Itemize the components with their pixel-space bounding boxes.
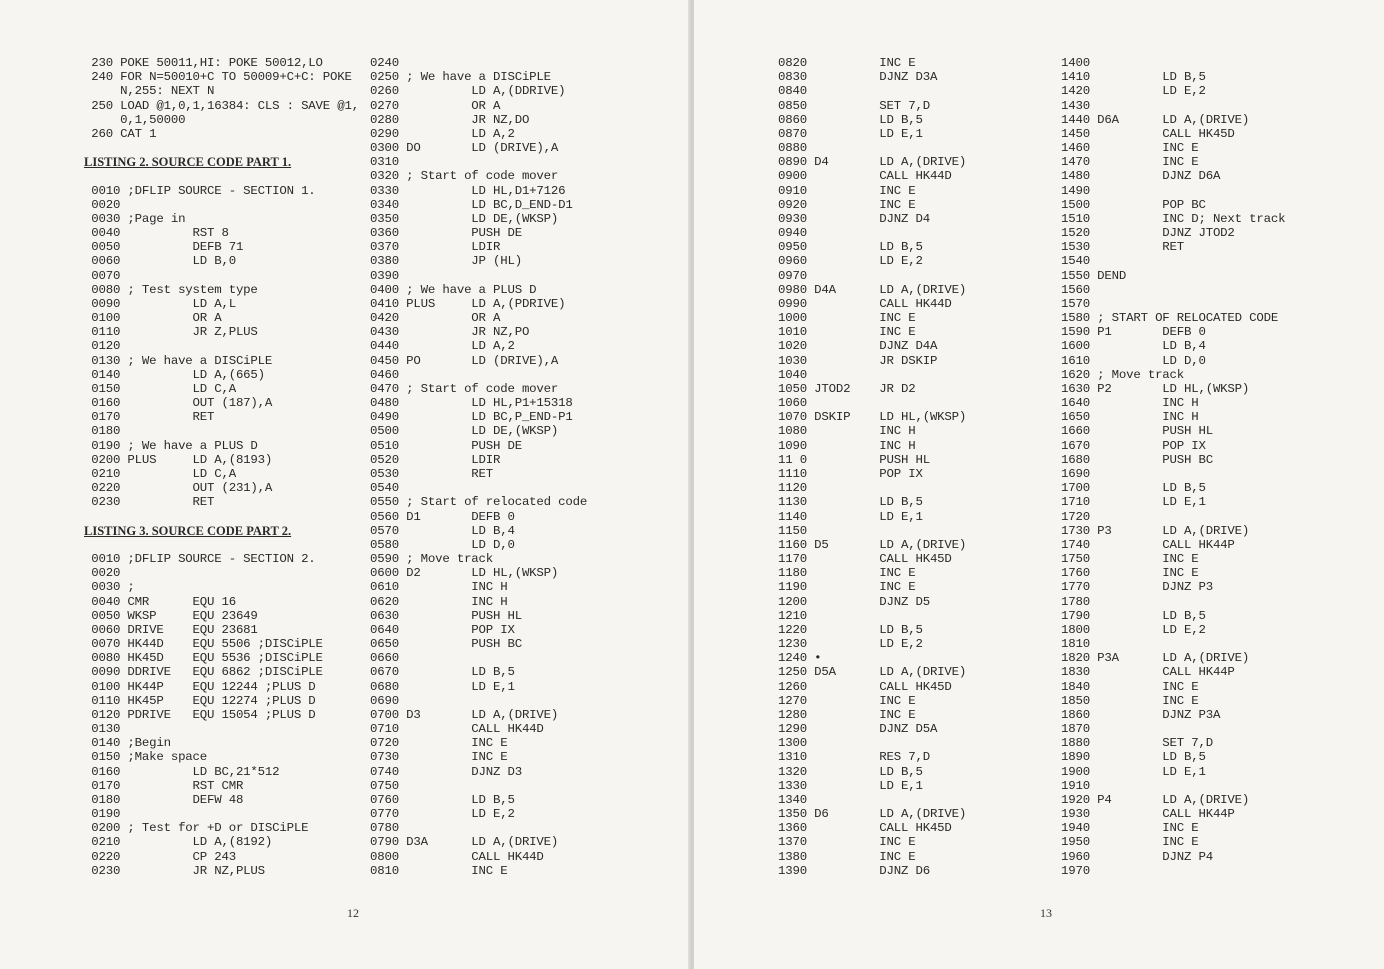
code-line: 1090 INC H — [778, 438, 916, 453]
code-line: 1020 DJNZ D4A — [778, 339, 938, 354]
code-line: 1040 — [778, 367, 807, 382]
code-line: 0140 LD A,(665) — [84, 367, 265, 382]
code-line: 0880 — [778, 141, 807, 156]
code-line: 230 POKE 50011,HI: POKE 50012,LO — [84, 56, 323, 70]
code-line: 0180 — [84, 424, 121, 439]
code-line: 0850 SET 7,D — [778, 98, 930, 113]
code-line: 0280 JR NZ,DO — [370, 112, 530, 127]
code-line: 1550 DEND — [1061, 268, 1127, 283]
code-line: 0150 ;Make space — [84, 750, 208, 765]
code-line: 1450 CALL HK45D — [1061, 126, 1235, 141]
code-line: 0770 LD E,2 — [370, 807, 515, 822]
code-line: 0640 POP IX — [370, 622, 515, 637]
code-line: 1440 D6A LD A,(DRIVE) — [1061, 112, 1250, 127]
code-line: 0220 OUT (231),A — [84, 481, 273, 496]
listing-heading: LISTING 3. SOURCE CODE PART 2. — [84, 523, 292, 538]
code-line: 1350 D6 LD A,(DRIVE) — [778, 807, 967, 822]
code-line: 1000 INC E — [778, 311, 916, 326]
code-line: 1960 DJNZ P4 — [1061, 849, 1213, 864]
code-line: 1710 LD E,1 — [1061, 495, 1206, 510]
code-line: 0070 — [84, 268, 121, 283]
code-line: 0740 DJNZ D3 — [370, 764, 522, 779]
code-line: 1240 • — [778, 651, 822, 666]
code-line: 0210 LD C,A — [84, 466, 236, 481]
code-line: 1560 — [1061, 282, 1090, 297]
code-line: 1480 DJNZ D6A — [1061, 169, 1221, 184]
code-line: 0630 PUSH HL — [370, 608, 522, 623]
listing-column-1 — [84, 56, 359, 878]
code-line: 0440 LD A,2 — [370, 339, 515, 354]
code-line: 1870 — [1061, 722, 1090, 737]
code-line: 1250 D5A LD A,(DRIVE) — [778, 665, 967, 680]
code-line: 1650 INC H — [1061, 410, 1199, 425]
code-line: 0180 DEFW 48 — [84, 792, 244, 807]
listing-heading: LISTING 2. SOURCE CODE PART 1. — [84, 155, 292, 170]
code-line: 0720 INC E — [370, 736, 508, 751]
code-line: 1270 INC E — [778, 693, 916, 708]
code-line: 1300 — [778, 736, 807, 751]
code-line: 0310 — [370, 155, 399, 170]
code-line: 1050 JTOD2 JR D2 — [778, 381, 916, 396]
code-line: 0410 PLUS LD A,(PDRIVE) — [370, 296, 566, 311]
code-line: 0030 ; — [84, 580, 135, 595]
code-line: 0350 LD DE,(WKSP) — [370, 211, 559, 226]
code-line: 0300 DO LD (DRIVE),A — [370, 141, 559, 156]
code-line: 1290 DJNZ D5A — [778, 722, 938, 737]
code-line: 0920 INC E — [778, 197, 916, 212]
code-line: 0,1,50000 — [84, 112, 186, 127]
code-line: 1460 INC E — [1061, 141, 1199, 156]
code-line: 0930 DJNZ D4 — [778, 211, 930, 226]
code-line: 0570 LD B,4 — [370, 523, 515, 538]
code-line: 1320 LD B,5 — [778, 764, 923, 779]
page-number-right: 13 — [1040, 906, 1052, 920]
code-line — [84, 510, 359, 524]
code-line: 1220 LD B,5 — [778, 622, 923, 637]
code-line: 0360 PUSH DE — [370, 226, 522, 241]
code-line: 1720 — [1061, 509, 1090, 524]
code-line: 1740 CALL HK44P — [1061, 537, 1235, 552]
code-line: 0580 LD D,0 — [370, 537, 515, 552]
code-line: 0960 LD E,2 — [778, 254, 923, 269]
code-line: 1840 INC E — [1061, 679, 1199, 694]
code-line: 0130 — [84, 722, 121, 737]
code-line: 1070 DSKIP LD HL,(WKSP) — [778, 410, 967, 425]
code-line: 0430 JR NZ,PO — [370, 325, 530, 340]
code-line: 0100 HK44P EQU 12244 ;PLUS D — [84, 679, 316, 694]
code-line: 1230 LD E,2 — [778, 637, 923, 652]
code-line: 0690 — [370, 693, 399, 708]
code-line: 1750 INC E — [1061, 552, 1199, 567]
code-line: 0460 — [370, 367, 399, 382]
code-line — [84, 538, 359, 552]
code-line: 1770 DJNZ P3 — [1061, 580, 1213, 595]
code-line: 1690 — [1061, 466, 1090, 481]
code-line: 0780 — [370, 821, 399, 836]
code-line: 0730 INC E — [370, 750, 508, 765]
code-line: 0120 — [84, 339, 121, 354]
code-line: 1060 — [778, 396, 807, 411]
code-line: 1630 P2 LD HL,(WKSP) — [1061, 381, 1250, 396]
code-line: 1530 RET — [1061, 240, 1185, 255]
code-line: 0160 LD BC,21*512 — [84, 764, 280, 779]
right-page — [694, 0, 1384, 969]
code-line: 0140 ;Begin — [84, 736, 171, 751]
code-line: 0050 DEFB 71 — [84, 240, 244, 255]
code-line: 1520 DJNZ JTOD2 — [1061, 226, 1235, 241]
code-line: 1910 — [1061, 778, 1090, 793]
code-line: 0790 D3A LD A,(DRIVE) — [370, 835, 559, 850]
code-line: 0470 ; Start of code mover — [370, 381, 559, 396]
code-line: 1730 P3 LD A,(DRIVE) — [1061, 523, 1250, 538]
code-line: 1390 DJNZ D6 — [778, 863, 930, 878]
code-line: 0830 DJNZ D3A — [778, 70, 938, 85]
code-line: 1700 LD B,5 — [1061, 481, 1206, 496]
code-line: 0590 ; Move track — [370, 552, 494, 567]
code-line: 0050 WKSP EQU 23649 — [84, 608, 258, 623]
code-line: 0890 D4 LD A,(DRIVE) — [778, 155, 967, 170]
code-line — [84, 141, 359, 155]
code-line: 0320 ; Start of code mover — [370, 169, 559, 184]
code-line: 0520 LDIR — [370, 452, 501, 467]
code-line: 0340 LD BC,D_END-D1 — [370, 197, 573, 212]
code-line: 0970 — [778, 268, 807, 283]
code-line: 0510 PUSH DE — [370, 438, 522, 453]
code-line: 0650 PUSH BC — [370, 637, 522, 652]
code-line: 1180 INC E — [778, 566, 916, 581]
code-line: 1380 INC E — [778, 849, 916, 864]
code-line: 1890 LD B,5 — [1061, 750, 1206, 765]
code-line: 0240 — [370, 56, 399, 70]
code-line: 0390 — [370, 268, 399, 283]
code-line: 0230 JR NZ,PLUS — [84, 863, 265, 878]
code-line: 0670 LD B,5 — [370, 665, 515, 680]
left-page — [0, 0, 690, 969]
code-line: 0450 PO LD (DRIVE),A — [370, 353, 559, 368]
code-line: 0420 OR A — [370, 311, 501, 326]
code-line: 1900 LD E,1 — [1061, 764, 1206, 779]
code-line: 0530 RET — [370, 466, 494, 481]
code-line: 1200 DJNZ D5 — [778, 594, 930, 609]
code-line: 0040 CMR EQU 16 — [84, 594, 236, 609]
code-line: 0120 PDRIVE EQU 15054 ;PLUS D — [84, 707, 316, 722]
code-line: 0940 — [778, 226, 807, 241]
listing-column-4 — [1061, 56, 1285, 878]
code-line: 0990 CALL HK44D — [778, 296, 952, 311]
code-line: 1670 POP IX — [1061, 438, 1206, 453]
code-line: 1920 P4 LD A,(DRIVE) — [1061, 792, 1250, 807]
code-line: 0600 D2 LD HL,(WKSP) — [370, 566, 559, 581]
code-line: 1430 — [1061, 98, 1090, 113]
listing-column-3 — [778, 56, 966, 878]
code-line: 0130 ; We have a DISCiPLE — [84, 353, 273, 368]
page-number-left: 12 — [347, 906, 359, 920]
code-line: 1120 — [778, 481, 807, 496]
code-line: 1930 CALL HK44P — [1061, 807, 1235, 822]
code-line: 1610 LD D,0 — [1061, 353, 1206, 368]
code-line — [84, 169, 359, 183]
code-line: 1820 P3A LD A,(DRIVE) — [1061, 651, 1250, 666]
code-line: 260 CAT 1 — [84, 126, 157, 141]
code-line: 0060 LD B,0 — [84, 254, 236, 269]
code-line: 0550 ; Start of relocated code — [370, 495, 588, 510]
code-line: 0190 — [84, 807, 121, 822]
code-line: 1790 LD B,5 — [1061, 608, 1206, 623]
code-line: 0540 — [370, 481, 399, 496]
code-line: 0330 LD HL,D1+7126 — [370, 183, 566, 198]
code-line: 1170 CALL HK45D — [778, 552, 952, 567]
code-line: 1580 ; START OF RELOCATED CODE — [1061, 311, 1279, 326]
code-line: 0220 CP 243 — [84, 849, 236, 864]
code-line: 1400 — [1061, 56, 1090, 70]
code-line: 0500 LD DE,(WKSP) — [370, 424, 559, 439]
code-line: 0010 ;DFLIP SOURCE - SECTION 2. — [84, 552, 316, 567]
code-line: 0100 OR A — [84, 311, 222, 326]
code-line: 0020 — [84, 566, 121, 581]
code-line: 1470 INC E — [1061, 155, 1199, 170]
code-line: 1210 — [778, 608, 807, 623]
code-line: 1110 POP IX — [778, 466, 923, 481]
code-line: 1280 INC E — [778, 707, 916, 722]
code-line: 1850 INC E — [1061, 693, 1199, 708]
code-line: 0270 OR A — [370, 98, 501, 113]
code-line: 0620 INC H — [370, 594, 508, 609]
code-line: 1600 LD B,4 — [1061, 339, 1206, 354]
code-line: 1150 — [778, 523, 807, 538]
code-line: 1130 LD B,5 — [778, 495, 923, 510]
code-line: 1800 LD E,2 — [1061, 622, 1206, 637]
code-line: 1540 — [1061, 254, 1090, 269]
code-line: 240 FOR N=50010+C TO 50009+C+C: POKE — [84, 70, 352, 85]
code-line: 1660 PUSH HL — [1061, 424, 1213, 439]
code-line: 0820 INC E — [778, 56, 916, 70]
code-line: 0860 LD B,5 — [778, 112, 923, 127]
code-line: 0290 LD A,2 — [370, 126, 515, 141]
code-line: 0490 LD BC,P_END-P1 — [370, 410, 573, 425]
code-line: 0480 LD HL,P1+15318 — [370, 396, 573, 411]
code-line: 1370 INC E — [778, 835, 916, 850]
code-line: 1010 INC E — [778, 325, 916, 340]
code-line: 0680 LD E,1 — [370, 679, 515, 694]
code-line: 1360 CALL HK45D — [778, 821, 952, 836]
code-line: 0660 — [370, 651, 399, 666]
code-line: 1640 INC H — [1061, 396, 1199, 411]
code-line: 0080 HK45D EQU 5536 ;DISCiPLE — [84, 651, 323, 666]
code-line: 0080 ; Test system type — [84, 282, 258, 297]
code-line: 1490 — [1061, 183, 1090, 198]
code-line: 0900 CALL HK44D — [778, 169, 952, 184]
code-line: 1940 INC E — [1061, 821, 1199, 836]
code-line: 0260 LD A,(DDRIVE) — [370, 84, 566, 99]
code-line: 0060 DRIVE EQU 23681 — [84, 622, 258, 637]
code-line: 0840 — [778, 84, 807, 99]
code-line: 0010 ;DFLIP SOURCE - SECTION 1. — [84, 183, 316, 198]
code-line: 0750 — [370, 778, 399, 793]
code-line: 1260 CALL HK45D — [778, 679, 952, 694]
code-line: 0950 LD B,5 — [778, 240, 923, 255]
code-line: 1030 JR DSKIP — [778, 353, 938, 368]
code-line: 1330 LD E,1 — [778, 778, 923, 793]
code-line: 0210 LD A,(8192) — [84, 835, 273, 850]
code-line: 1080 INC H — [778, 424, 916, 439]
code-line: 1810 — [1061, 637, 1090, 652]
code-line: 1970 — [1061, 863, 1090, 878]
code-line: 0030 ;Page in — [84, 211, 186, 226]
code-line: 0190 ; We have a PLUS D — [84, 438, 258, 453]
code-line: 11 0 PUSH HL — [778, 452, 930, 467]
code-line: 0610 INC H — [370, 580, 508, 595]
code-line: 0090 LD A,L — [84, 296, 236, 311]
code-line: 1880 SET 7,D — [1061, 736, 1213, 751]
code-line: 0560 D1 DEFB 0 — [370, 509, 515, 524]
code-line: 1760 INC E — [1061, 566, 1199, 581]
code-line: 1410 LD B,5 — [1061, 70, 1206, 85]
code-line: 0400 ; We have a PLUS D — [370, 282, 537, 297]
code-line: 1420 LD E,2 — [1061, 84, 1206, 99]
code-line: 1590 P1 DEFB 0 — [1061, 325, 1206, 340]
code-line: 1510 INC D; Next track — [1061, 211, 1286, 226]
code-line: 1570 — [1061, 296, 1090, 311]
code-line: 0110 HK45P EQU 12274 ;PLUS D — [84, 693, 316, 708]
code-line: 0980 D4A LD A,(DRIVE) — [778, 282, 967, 297]
code-line: 1500 POP BC — [1061, 197, 1206, 212]
code-line: 0160 OUT (187),A — [84, 396, 273, 411]
code-line: 0200 ; Test for +D or DISCiPLE — [84, 821, 309, 836]
code-line: 1950 INC E — [1061, 835, 1199, 850]
code-line: 1190 INC E — [778, 580, 916, 595]
code-line: 0250 ; We have a DISCiPLE — [370, 70, 551, 85]
code-line: 0040 RST 8 — [84, 226, 229, 241]
code-line: 0070 HK44D EQU 5506 ;DISCiPLE — [84, 637, 323, 652]
code-line: 0380 JP (HL) — [370, 254, 522, 269]
code-line: 0090 DDRIVE EQU 6862 ;DISCiPLE — [84, 665, 323, 680]
code-line: 0170 RET — [84, 410, 215, 425]
listing-column-2 — [370, 56, 587, 878]
code-line: 0710 CALL HK44D — [370, 722, 544, 737]
code-line: 0910 INC E — [778, 183, 916, 198]
code-line: 1160 D5 LD A,(DRIVE) — [778, 537, 967, 552]
code-line: 0370 LDIR — [370, 240, 501, 255]
code-line: 1340 — [778, 792, 807, 807]
code-line: 1620 ; Move track — [1061, 367, 1185, 382]
code-line: 0230 RET — [84, 495, 215, 510]
code-line: 0110 JR Z,PLUS — [84, 325, 258, 340]
code-line: 0870 LD E,1 — [778, 126, 923, 141]
code-line: 0700 D3 LD A,(DRIVE) — [370, 707, 559, 722]
code-line: N,255: NEXT N — [84, 84, 215, 99]
code-line: 0800 CALL HK44D — [370, 849, 544, 864]
code-line: 0020 — [84, 197, 121, 212]
code-line: 0200 PLUS LD A,(8193) — [84, 452, 273, 467]
code-line: 1680 PUSH BC — [1061, 452, 1213, 467]
code-line: 1830 CALL HK44P — [1061, 665, 1235, 680]
code-line: 1310 RES 7,D — [778, 750, 930, 765]
code-line: 0810 INC E — [370, 863, 508, 878]
code-line: 0760 LD B,5 — [370, 792, 515, 807]
code-line: 1140 LD E,1 — [778, 509, 923, 524]
code-line: 1860 DJNZ P3A — [1061, 707, 1221, 722]
code-line: 0170 RST CMR — [84, 778, 244, 793]
code-line: 0150 LD C,A — [84, 381, 236, 396]
code-line: 250 LOAD @1,0,1,16384: CLS : SAVE @1, — [84, 98, 359, 113]
code-line: 1780 — [1061, 594, 1090, 609]
